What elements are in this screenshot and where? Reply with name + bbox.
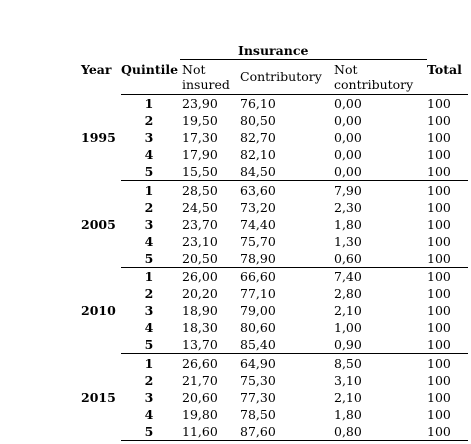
insurance-group-header: Insurance: [238, 43, 309, 58]
total-cell: 100: [427, 286, 451, 301]
contributory-cell: 87,60: [240, 424, 276, 439]
quintile-cell: 5: [144, 164, 154, 179]
not-insured-cell: 18,90: [182, 303, 218, 318]
quintile-cell: 3: [144, 130, 154, 145]
not-contributory-cell: 7,90: [334, 183, 362, 198]
not-insured-cell: 19,80: [182, 407, 218, 422]
not-insured-cell: 26,60: [182, 356, 218, 371]
not-contributory-cell: 0,60: [334, 251, 362, 266]
total-cell: 100: [427, 424, 451, 439]
not-insured-cell: 19,50: [182, 113, 218, 128]
not-insured-header-line1: Not: [182, 62, 206, 77]
quintile-cell: 3: [144, 390, 154, 405]
contributory-cell: 63,60: [240, 183, 276, 198]
not-insured-header-line2: insured: [182, 77, 230, 92]
total-cell: 100: [427, 200, 451, 215]
group-rule: [121, 267, 468, 268]
not-contributory-header-line1: Not: [334, 62, 358, 77]
total-cell: 100: [427, 320, 451, 335]
total-cell: 100: [427, 356, 451, 371]
not-insured-cell: 11,60: [182, 424, 218, 439]
contributory-cell: 66,60: [240, 269, 276, 284]
total-cell: 100: [427, 234, 451, 249]
not-contributory-cell: 0,90: [334, 337, 362, 352]
quintile-cell: 4: [144, 407, 154, 422]
contributory-cell: 77,30: [240, 390, 276, 405]
contributory-cell: 73,20: [240, 200, 276, 215]
not-contributory-cell: 1,80: [334, 217, 362, 232]
quintile-cell: 2: [144, 286, 154, 301]
contributory-cell: 85,40: [240, 337, 276, 352]
contributory-cell: 78,50: [240, 407, 276, 422]
not-contributory-cell: 2,80: [334, 286, 362, 301]
total-cell: 100: [427, 147, 451, 162]
quintile-cell: 2: [144, 113, 154, 128]
quintile-cell: 5: [144, 424, 154, 439]
quintile-cell: 2: [144, 200, 154, 215]
not-insured-cell: 13,70: [182, 337, 218, 352]
total-cell: 100: [427, 96, 451, 111]
not-contributory-cell: 2,10: [334, 303, 362, 318]
contributory-cell: 82,10: [240, 147, 276, 162]
quintile-cell: 4: [144, 320, 154, 335]
year-label: 2010: [81, 303, 116, 318]
year-label: 2015: [81, 390, 116, 405]
not-contributory-cell: 0,00: [334, 130, 362, 145]
total-cell: 100: [427, 407, 451, 422]
contributory-cell: 80,60: [240, 320, 276, 335]
contributory-cell: 64,90: [240, 356, 276, 371]
not-insured-cell: 15,50: [182, 164, 218, 179]
total-cell: 100: [427, 130, 451, 145]
quintile-cell: 1: [144, 356, 154, 371]
total-cell: 100: [427, 303, 451, 318]
not-contributory-cell: 1,30: [334, 234, 362, 249]
total-cell: 100: [427, 269, 451, 284]
contributory-cell: 80,50: [240, 113, 276, 128]
quintile-cell: 5: [144, 251, 154, 266]
year-label: 2005: [81, 217, 116, 232]
contributory-cell: 74,40: [240, 217, 276, 232]
not-insured-cell: 18,30: [182, 320, 218, 335]
not-insured-cell: 28,50: [182, 183, 218, 198]
group-rule: [121, 353, 468, 354]
quintile-cell: 5: [144, 337, 154, 352]
not-insured-cell: 17,30: [182, 130, 218, 145]
contributory-cell: 78,90: [240, 251, 276, 266]
total-column-header: Total: [427, 62, 462, 77]
not-contributory-cell: 1,00: [334, 320, 362, 335]
quintile-cell: 2: [144, 373, 154, 388]
contributory-cell: 77,10: [240, 286, 276, 301]
total-cell: 100: [427, 164, 451, 179]
insurance-group-rule: [180, 59, 427, 60]
not-contributory-cell: 7,40: [334, 269, 362, 284]
not-insured-cell: 26,00: [182, 269, 218, 284]
total-cell: 100: [427, 390, 451, 405]
contributory-cell: 75,70: [240, 234, 276, 249]
quintile-cell: 4: [144, 234, 154, 249]
contributory-cell: 76,10: [240, 96, 276, 111]
not-contributory-header-line2: contributory: [334, 77, 414, 92]
quintile-column-header: Quintile: [121, 62, 179, 77]
not-contributory-cell: 1,80: [334, 407, 362, 422]
not-contributory-cell: 0,00: [334, 113, 362, 128]
contributory-column-header: Contributory: [240, 69, 322, 84]
not-contributory-cell: 2,30: [334, 200, 362, 215]
header-rule: [121, 94, 468, 95]
total-cell: 100: [427, 113, 451, 128]
contributory-cell: 79,00: [240, 303, 276, 318]
not-insured-cell: 20,50: [182, 251, 218, 266]
not-insured-cell: 20,60: [182, 390, 218, 405]
not-insured-cell: 23,70: [182, 217, 218, 232]
contributory-cell: 82,70: [240, 130, 276, 145]
contributory-cell: 84,50: [240, 164, 276, 179]
quintile-cell: 3: [144, 303, 154, 318]
total-cell: 100: [427, 337, 451, 352]
group-rule: [121, 180, 468, 181]
quintile-cell: 1: [144, 269, 154, 284]
not-contributory-cell: 0,00: [334, 96, 362, 111]
not-contributory-cell: 8,50: [334, 356, 362, 371]
not-contributory-cell: 0,00: [334, 164, 362, 179]
not-contributory-cell: 3,10: [334, 373, 362, 388]
year-column-header: Year: [81, 62, 112, 77]
quintile-cell: 4: [144, 147, 154, 162]
not-insured-cell: 24,50: [182, 200, 218, 215]
group-rule: [121, 440, 468, 441]
total-cell: 100: [427, 183, 451, 198]
quintile-cell: 1: [144, 96, 154, 111]
not-contributory-cell: 0,80: [334, 424, 362, 439]
not-insured-cell: 20,20: [182, 286, 218, 301]
not-insured-cell: 21,70: [182, 373, 218, 388]
contributory-cell: 75,30: [240, 373, 276, 388]
not-contributory-cell: 0,00: [334, 147, 362, 162]
not-insured-cell: 23,10: [182, 234, 218, 249]
quintile-cell: 3: [144, 217, 154, 232]
not-contributory-cell: 2,10: [334, 390, 362, 405]
total-cell: 100: [427, 251, 451, 266]
not-insured-cell: 23,90: [182, 96, 218, 111]
total-cell: 100: [427, 373, 451, 388]
year-label: 1995: [81, 130, 116, 145]
total-cell: 100: [427, 217, 451, 232]
quintile-cell: 1: [144, 183, 154, 198]
not-insured-cell: 17,90: [182, 147, 218, 162]
